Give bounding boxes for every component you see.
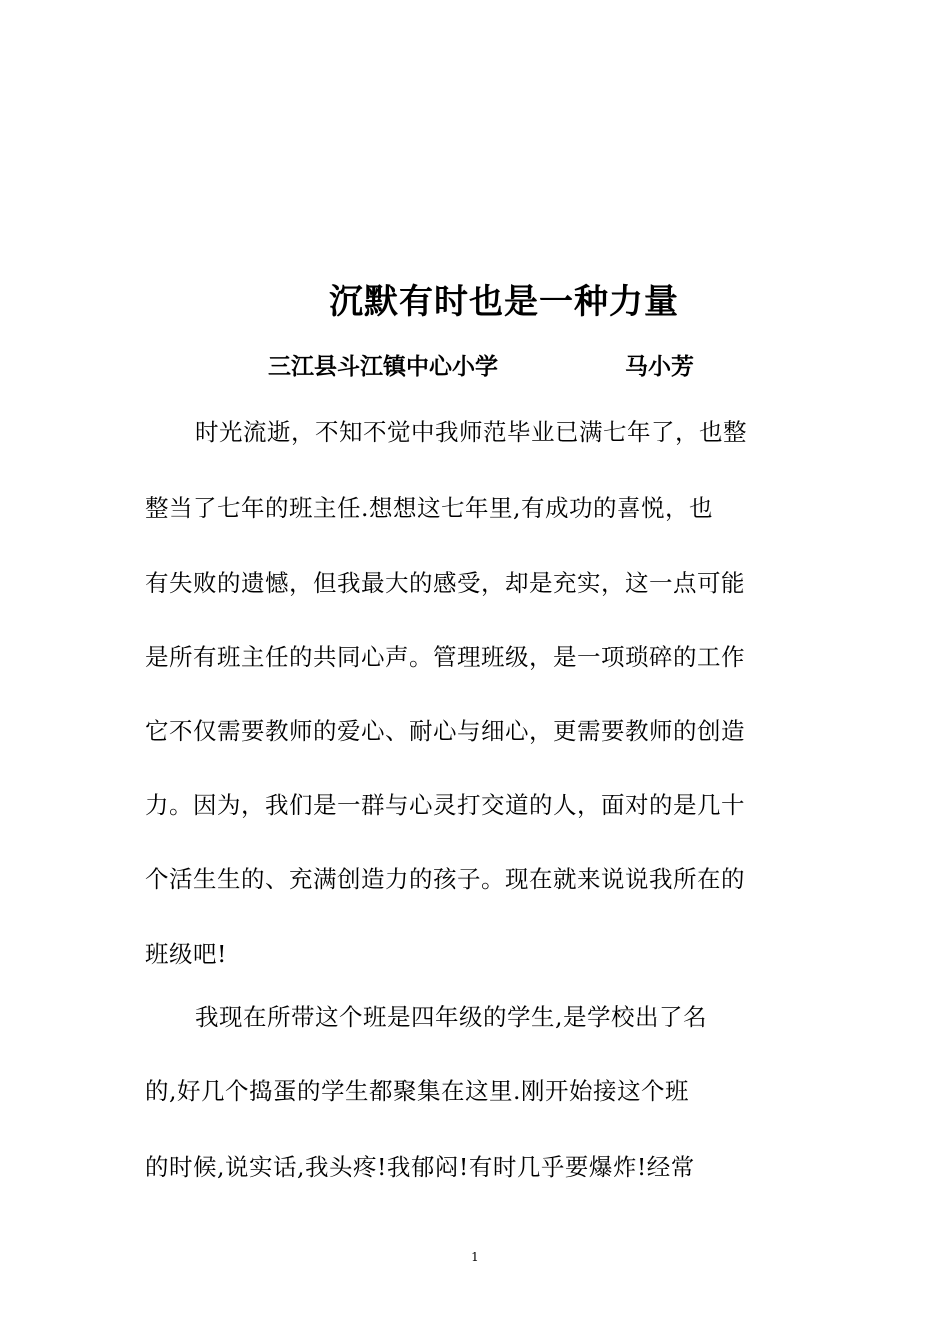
- body-line: 班级吧!: [145, 940, 227, 968]
- body-line: 整当了七年的班主任.想想这七年里,有成功的喜悦，也: [145, 494, 713, 522]
- body-line: 是所有班主任的共同心声。管理班级，是一项琐碎的工作: [145, 643, 745, 671]
- author-name: 马小芳: [625, 353, 694, 380]
- body-line: 它不仅需要教师的爱心、耐心与细心，更需要教师的创造: [145, 717, 745, 745]
- body-line: 我现在所带这个班是四年级的学生,是学校出了名: [195, 1003, 707, 1031]
- body-line: 的时候,说实话,我头疼!我郁闷!有时几乎要爆炸!经常: [145, 1153, 695, 1181]
- body-line: 有失败的遗憾，但我最大的感受，却是充实，这一点可能: [145, 569, 745, 597]
- body-line: 的,好几个捣蛋的学生都聚集在这里.刚开始接这个班: [145, 1077, 689, 1105]
- body-line: 力。因为，我们是一群与心灵打交道的人，面对的是几十: [145, 791, 745, 819]
- body-line: 时光流逝，不知不觉中我师范毕业已满七年了，也整: [195, 418, 747, 446]
- body-line: 个活生生的、充满创造力的孩子。现在就来说说我所在的: [145, 865, 745, 893]
- document-title: 沉默有时也是一种力量: [329, 282, 679, 322]
- school-name: 三江县斗江镇中心小学: [268, 353, 498, 380]
- page-number: 1: [471, 1250, 479, 1264]
